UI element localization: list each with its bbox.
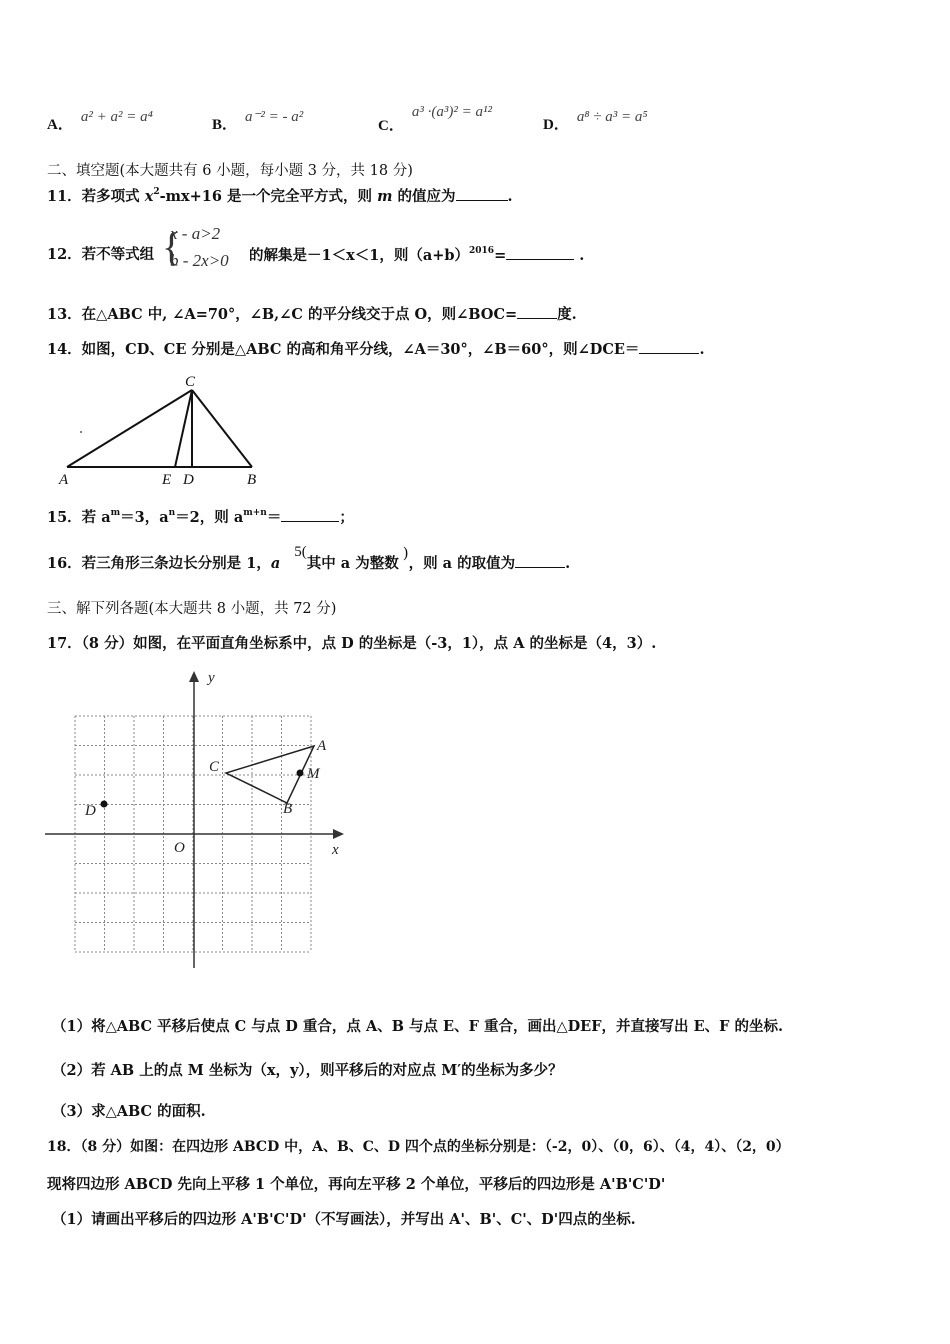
q12-sup: 2016	[469, 246, 495, 256]
q15-m3: ＝	[266, 509, 282, 526]
option-a-expr: a² + a² = a⁴	[80, 109, 153, 125]
point-m	[297, 770, 304, 777]
label-d: D	[85, 803, 96, 819]
q15-s2: n	[168, 508, 176, 518]
q16-five: 5(	[294, 544, 307, 560]
label-c: C	[209, 759, 220, 775]
question-14	[47, 339, 705, 360]
coordinate-grid-figure	[40, 668, 360, 978]
option-b	[212, 105, 304, 133]
system-brace: {	[162, 224, 182, 269]
question-12-rest	[249, 245, 584, 266]
q13-end: 度.	[557, 306, 577, 323]
label-y: y	[208, 670, 215, 686]
stray-mark	[80, 431, 82, 433]
q16-mid: 其中 a 为整数	[306, 555, 399, 572]
option-b-label: B．	[212, 117, 238, 133]
q12-pre: 12．若不等式组	[47, 246, 155, 263]
section-2-title: 二、填空题(本大题共有 6 小题，每小题 3 分，共 18 分)	[47, 163, 413, 179]
q15-m1: ＝3，a	[120, 509, 169, 526]
q14-text: 14．如图，CD、CE 分别是△ABC 的高和角平分线，∠A＝30°，∠B＝60°，则∠DCE＝	[47, 341, 640, 358]
option-c	[378, 100, 492, 134]
option-d-label: D．	[543, 117, 569, 133]
label-e: E	[162, 472, 172, 488]
q16-post: ，则 a 的取值为	[408, 555, 516, 572]
q12-end: .	[579, 247, 585, 264]
bisector-ce	[175, 390, 192, 467]
question-13	[47, 304, 577, 325]
question-18-cont: 现将四边形 ABCD 先向上平移 1 个单位，再向左平移 2 个单位，平移后的四边形是 A'B'C'D'	[47, 1176, 666, 1193]
q11-mid: -mx+16 是一个完全平方式，则	[159, 188, 378, 205]
label-c: C	[185, 374, 196, 390]
triangle-figure	[55, 370, 285, 490]
q15-s1: m	[110, 508, 121, 518]
option-c-label: C．	[378, 118, 404, 134]
q15-m2: ＝2，则 a	[175, 509, 244, 526]
y-axis-arrow	[189, 671, 199, 682]
question-15	[47, 507, 354, 528]
label-a: A	[59, 472, 69, 488]
q16-end: .	[565, 555, 571, 572]
section-3-title: 三、解下列各题(本大题共 8 小题，共 72 分)	[47, 601, 337, 617]
option-a	[47, 105, 153, 133]
label-b: B	[283, 801, 293, 817]
option-d-expr: a⁸ ÷ a³ = a⁵	[576, 109, 648, 125]
q11-pre: 11．若多项式	[47, 188, 145, 205]
side-cb	[192, 390, 252, 467]
option-c-expr: a³ ·(a³)² = a¹²	[411, 104, 492, 120]
q11-post: 的值应为	[392, 188, 456, 205]
q11-blank	[456, 186, 508, 201]
q12-eq: =	[494, 247, 507, 264]
question-17-3: （3）求△ABC 的面积.	[52, 1103, 206, 1120]
q12-blank	[506, 245, 574, 260]
q11-end: .	[507, 188, 513, 205]
q11-sup: 2	[153, 187, 160, 197]
side-ac	[67, 390, 192, 467]
system-line-1: x - a>2	[170, 224, 221, 243]
option-d	[543, 105, 648, 133]
q15-blank	[281, 507, 339, 522]
label-a: A	[317, 738, 327, 754]
q16-close: )	[402, 544, 409, 562]
q15-end: ；	[339, 509, 354, 526]
label-d: D	[183, 472, 194, 488]
option-a-label: A．	[47, 117, 73, 133]
system-line-2: b - 2x>0	[170, 251, 229, 270]
label-x: x	[332, 842, 339, 858]
q15-pre: 15．若 a	[47, 509, 111, 526]
q14-blank	[639, 339, 699, 354]
label-b: B	[247, 472, 257, 488]
q16-blank	[515, 553, 565, 568]
option-b-expr: a⁻² = - a²	[245, 109, 304, 125]
q13-text: 13．在△ABC 中, ∠A=70°，∠B,∠C 的平分线交于点 O，则∠BOC=	[47, 306, 518, 323]
inequality-system	[162, 220, 229, 274]
q14-end: .	[699, 341, 705, 358]
q12-mid: 的解集是－1＜x＜1，则（a+b）	[249, 247, 470, 264]
question-16	[47, 544, 571, 574]
q11-m: m	[377, 188, 393, 205]
q15-s3: m+n	[243, 508, 267, 518]
question-18-1: （1）请画出平移后的四边形 A'B'C'D'（不写画法），并写出 A'、B'、C'、D'四点的坐标.	[52, 1211, 636, 1228]
question-18: 18．（8 分）如图：在四边形 ABCD 中，A、B、C、D 四个点的坐标分别是：（-2，0）、（0，6）、（4，4）、（2，0）	[47, 1139, 790, 1155]
question-11	[47, 186, 513, 207]
question-17-1: （1）将△ABC 平移后使点 C 与点 D 重合，点 A、B 与点 E、F 重合，画出△DEF，并直接写出 E、F 的坐标.	[52, 1018, 784, 1035]
q16-a: a	[270, 555, 281, 572]
question-17-2: （2）若 AB 上的点 M 坐标为（x，y），则平移后的对应点 M′的坐标为多少？	[52, 1062, 563, 1079]
label-m: M	[307, 766, 320, 782]
q16-pre: 16．若三角形三条边长分别是 1，	[47, 555, 271, 572]
question-17: 17．（8 分）如图，在平面直角坐标系中，点 D 的坐标是（-3，1），点 A 的坐标是（4，3）.	[47, 635, 657, 652]
label-o: O	[174, 840, 185, 856]
x-axis-arrow	[333, 829, 344, 839]
q11-var: x	[144, 188, 154, 205]
point-d	[101, 801, 108, 808]
q13-blank	[517, 304, 557, 319]
